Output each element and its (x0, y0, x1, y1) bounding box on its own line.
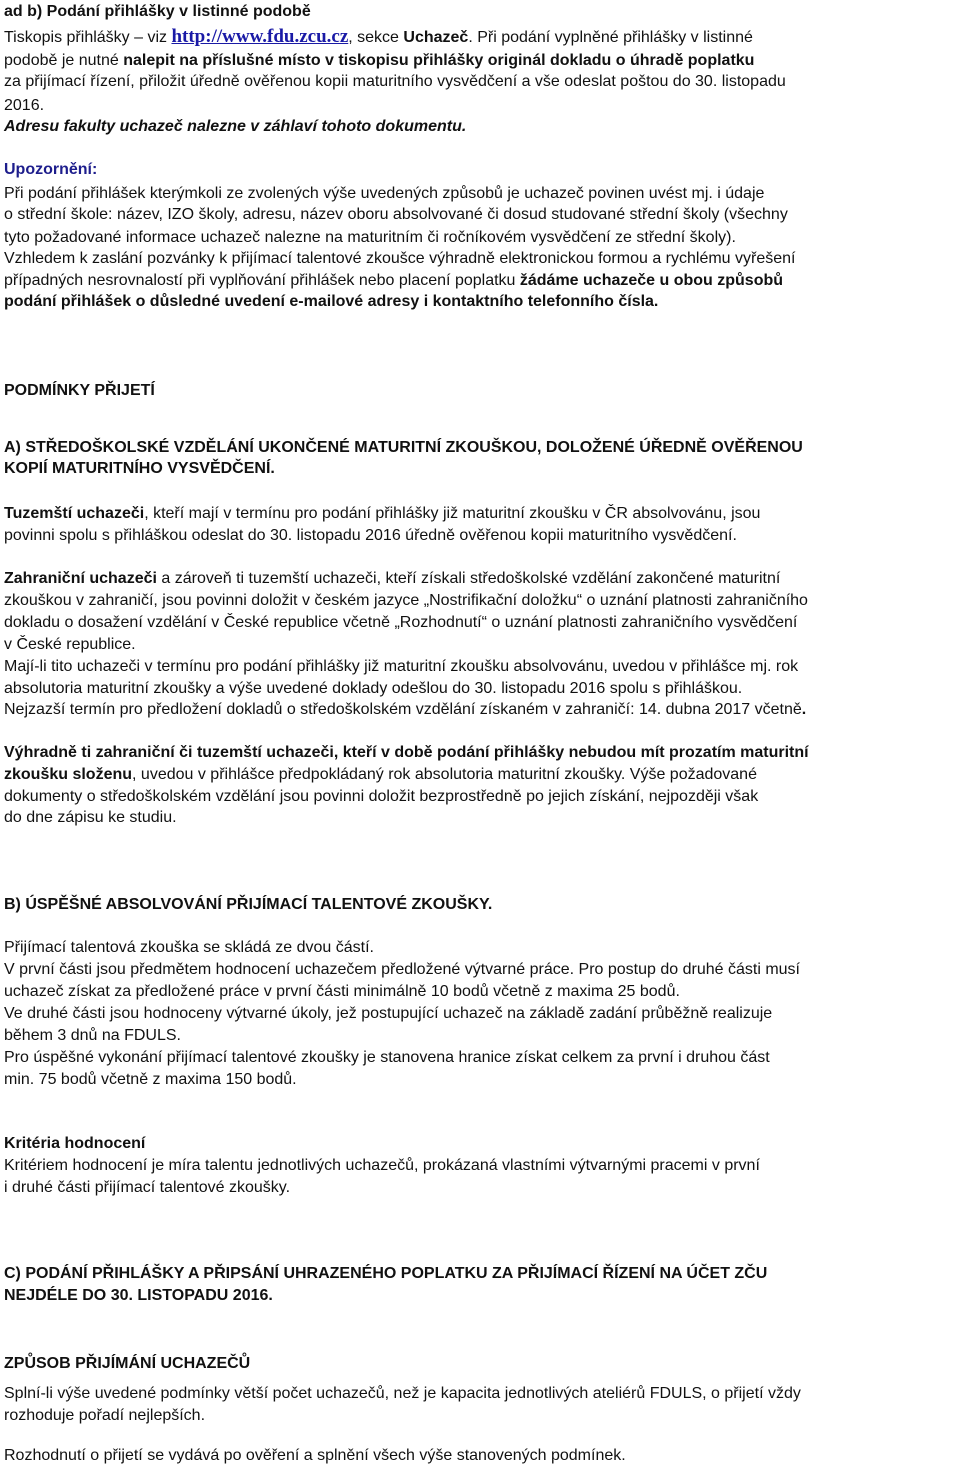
paragraph-line: Pro úspěšné vykonání přijímací talentové zkoušky je stanovena hranice získat celkem za první i druhou část (4, 1049, 770, 1066)
text-bold: Tuzemští uchazeči (4, 505, 145, 522)
paragraph-line (4, 700, 806, 720)
text: , uvedou v přihlášce předpokládaný rok absolutoria maturitní zkoušky. Výše požadované (132, 766, 757, 783)
text-bold: Uchazeč (403, 29, 469, 46)
section-c-heading: NEJDÉLE DO 30. LISTOPADU 2016. (4, 1287, 273, 1304)
paragraph-line: Kritériem hodnocení je míra talentu jednotlivých uchazečů, prokázaná vlastními výtvarnými pracemi v první (4, 1157, 760, 1174)
paragraph-line: podání přihlášek o důsledné uvedení e-mailové adresy i kontaktního telefonního čísla. (4, 293, 659, 310)
paragraph-line: Přijímací talentová zkouška se skládá ze dvou částí. (4, 939, 374, 956)
paragraph-line (4, 51, 754, 71)
text: . Při podání vyplněné přihlášky v listinné (468, 29, 753, 46)
text: a zároveň ti tuzemští uchazeči, kteří získali středoškolské vzdělání zakončené maturitní (156, 570, 781, 587)
paragraph-line: o střední škole: název, IZO školy, adresu, název oboru absolvované či dosud studované střední školy (všechny (4, 206, 788, 223)
paragraph-line: Splní-li výše uvedené podmínky větší počet uchazečů, než je kapacita jednotlivých ateliérů FDULS, o přijetí vždy (4, 1385, 801, 1402)
paragraph-line: Mají-li tito uchazeči v termínu pro podání přihlášky již maturitní zkoušku absolvovánu, uvedou v přihlášce mj. rok (4, 658, 799, 675)
paragraph-line: V první části jsou předmětem hodnocení uchazečem předložené výtvarné práce. Pro postup do druhé části musí (4, 961, 800, 978)
section-title: ad b) Podání přihlášky v listinné podobě (4, 3, 311, 20)
paragraph-line: zkouškou v zahraničí, jsou povinni doložit v českém jazyce „Nostrifikační doložku“ o uznání platnosti zahraničního (4, 592, 808, 609)
text: případných nesrovnalostí při vyplňování přihlášek nebo placení poplatku (4, 272, 520, 289)
paragraph-line: Rozhodnutí o přijetí se vydává po ověření a splnění všech výše stanovených podmínek. (4, 1447, 626, 1464)
criteria-heading: Kritéria hodnocení (4, 1135, 146, 1152)
paragraph-line: během 3 dnů na FDULS. (4, 1027, 181, 1044)
paragraph-line: tyto požadované informace uchazeč nalezne na maturitním či ročníkovém vysvědčení ze střední školy). (4, 229, 736, 246)
text-bold: zkoušku složenu (4, 766, 133, 783)
text: Nejzazší termín pro předložení dokladů o středoškolském vzdělání získaném v zahraničí: 14. dubna 2017 včetně (4, 701, 802, 718)
faculty-website-link[interactable]: http://www.fdu.zcu.cz (171, 26, 349, 47)
paragraph-line: Vzhledem k zaslání pozvánky k přijímací talentové zkoušce výhradně elektronickou formou a rychlému vyřešení (4, 250, 796, 267)
method-heading: ZPŮSOB PŘIJÍMÁNÍ UCHAZEČŮ (4, 1355, 251, 1372)
paragraph-line: za přijímací řízení, přiložit úředně ověřenou kopii maturitního vysvědčení a vše odeslat poštou do 30. listopadu (4, 73, 786, 90)
paragraph-line: uchazeč získat za předložené práce v první části minimálně 10 bodů včetně z maxima 25 bodů. (4, 983, 680, 1000)
paragraph-line: rozhoduje pořadí nejlepších. (4, 1407, 206, 1424)
paragraph-line: min. 75 bodů včetně z maxima 150 bodů. (4, 1071, 297, 1088)
section-a-heading: A) STŘEDOŠKOLSKÉ VZDĚLÁNÍ UKONČENÉ MATURITNÍ ZKOUŠKOU, DOLOŽENÉ ÚŘEDNĚ OVĚŘENOU (4, 439, 803, 456)
text: , sekce (348, 29, 404, 46)
conditions-heading: PODMÍNKY PŘIJETÍ (4, 382, 155, 399)
section-b-heading: B) ÚSPĚŠNÉ ABSOLVOVÁNÍ PŘIJÍMACÍ TALENTOVÉ ZKOUŠKY. (4, 896, 493, 913)
paragraph-line (4, 569, 780, 589)
paragraph-line: dokladu o dosažení vzdělání v České republice včetně „Rozhodnutí“ o uznání platnosti zahraničního vysvědčení (4, 614, 798, 631)
paragraph-line: absolutoria maturitní zkoušky a výše uvedené doklady odešlou do 30. listopadu 2016 spolu s přihláškou. (4, 680, 743, 697)
text: Tiskopis přihlášky – viz (4, 29, 172, 46)
text: podobě je nutné (4, 52, 124, 69)
section-a-heading: KOPIÍ MATURITNÍHO VYSVĚDČENÍ. (4, 460, 275, 477)
paragraph-line (4, 765, 757, 785)
paragraph-line: povinni spolu s přihláškou odeslat do 30. listopadu 2016 úředně ověřenou kopii maturitního vysvědčení. (4, 527, 737, 544)
text-bold: nalepit na příslušné místo v tiskopisu přihlášky originál dokladu o úhradě poplatku (123, 52, 755, 69)
text: , kteří mají v termínu pro podání přihlášky již maturitní zkoušku v ČR absolvovánu, jsou (144, 505, 761, 522)
text-bold: Zahraniční uchazeči (4, 570, 157, 587)
paragraph-line (4, 27, 753, 48)
paragraph-line: dokumenty o středoškolském vzdělání jsou povinni doložit bezprostředně po jejich získání, nejpozději však (4, 788, 759, 805)
paragraph-line (4, 504, 760, 524)
paragraph-line: Ve druhé části jsou hodnoceny výtvarné úkoly, jež postupující uchazeč na základě zadání průběžně realizuje (4, 1005, 773, 1022)
text-bold: . (801, 701, 807, 718)
text-bold: žádáme uchazeče u obou způsobů (519, 272, 784, 289)
paragraph-line: do dne zápisu ke studiu. (4, 809, 177, 826)
section-c-heading: C) PODÁNÍ PŘIHLÁŠKY A PŘIPSÁNÍ UHRAZENÉHO POPLATKU ZA PŘIJÍMACÍ ŘÍZENÍ NA ÚČET ZČU (4, 1265, 768, 1282)
paragraph-line: 2016. (4, 97, 45, 114)
paragraph-line: Výhradně ti zahraniční či tuzemští uchazeči, kteří v době podání přihlášky nebudou mít prozatím maturitní (4, 744, 809, 761)
address-note: Adresu fakulty uchazeč nalezne v záhlaví tohoto dokumentu. (4, 118, 467, 135)
paragraph-line: Při podání přihlášek kterýmkoli ze zvolených výše uvedených způsobů je uchazeč povinen uvést mj. i údaje (4, 185, 765, 202)
paragraph-line: v České republice. (4, 636, 136, 653)
warning-title: Upozornění: (4, 161, 98, 178)
paragraph-line (4, 271, 783, 291)
paragraph-line: i druhé části přijímací talentové zkoušky. (4, 1179, 291, 1196)
